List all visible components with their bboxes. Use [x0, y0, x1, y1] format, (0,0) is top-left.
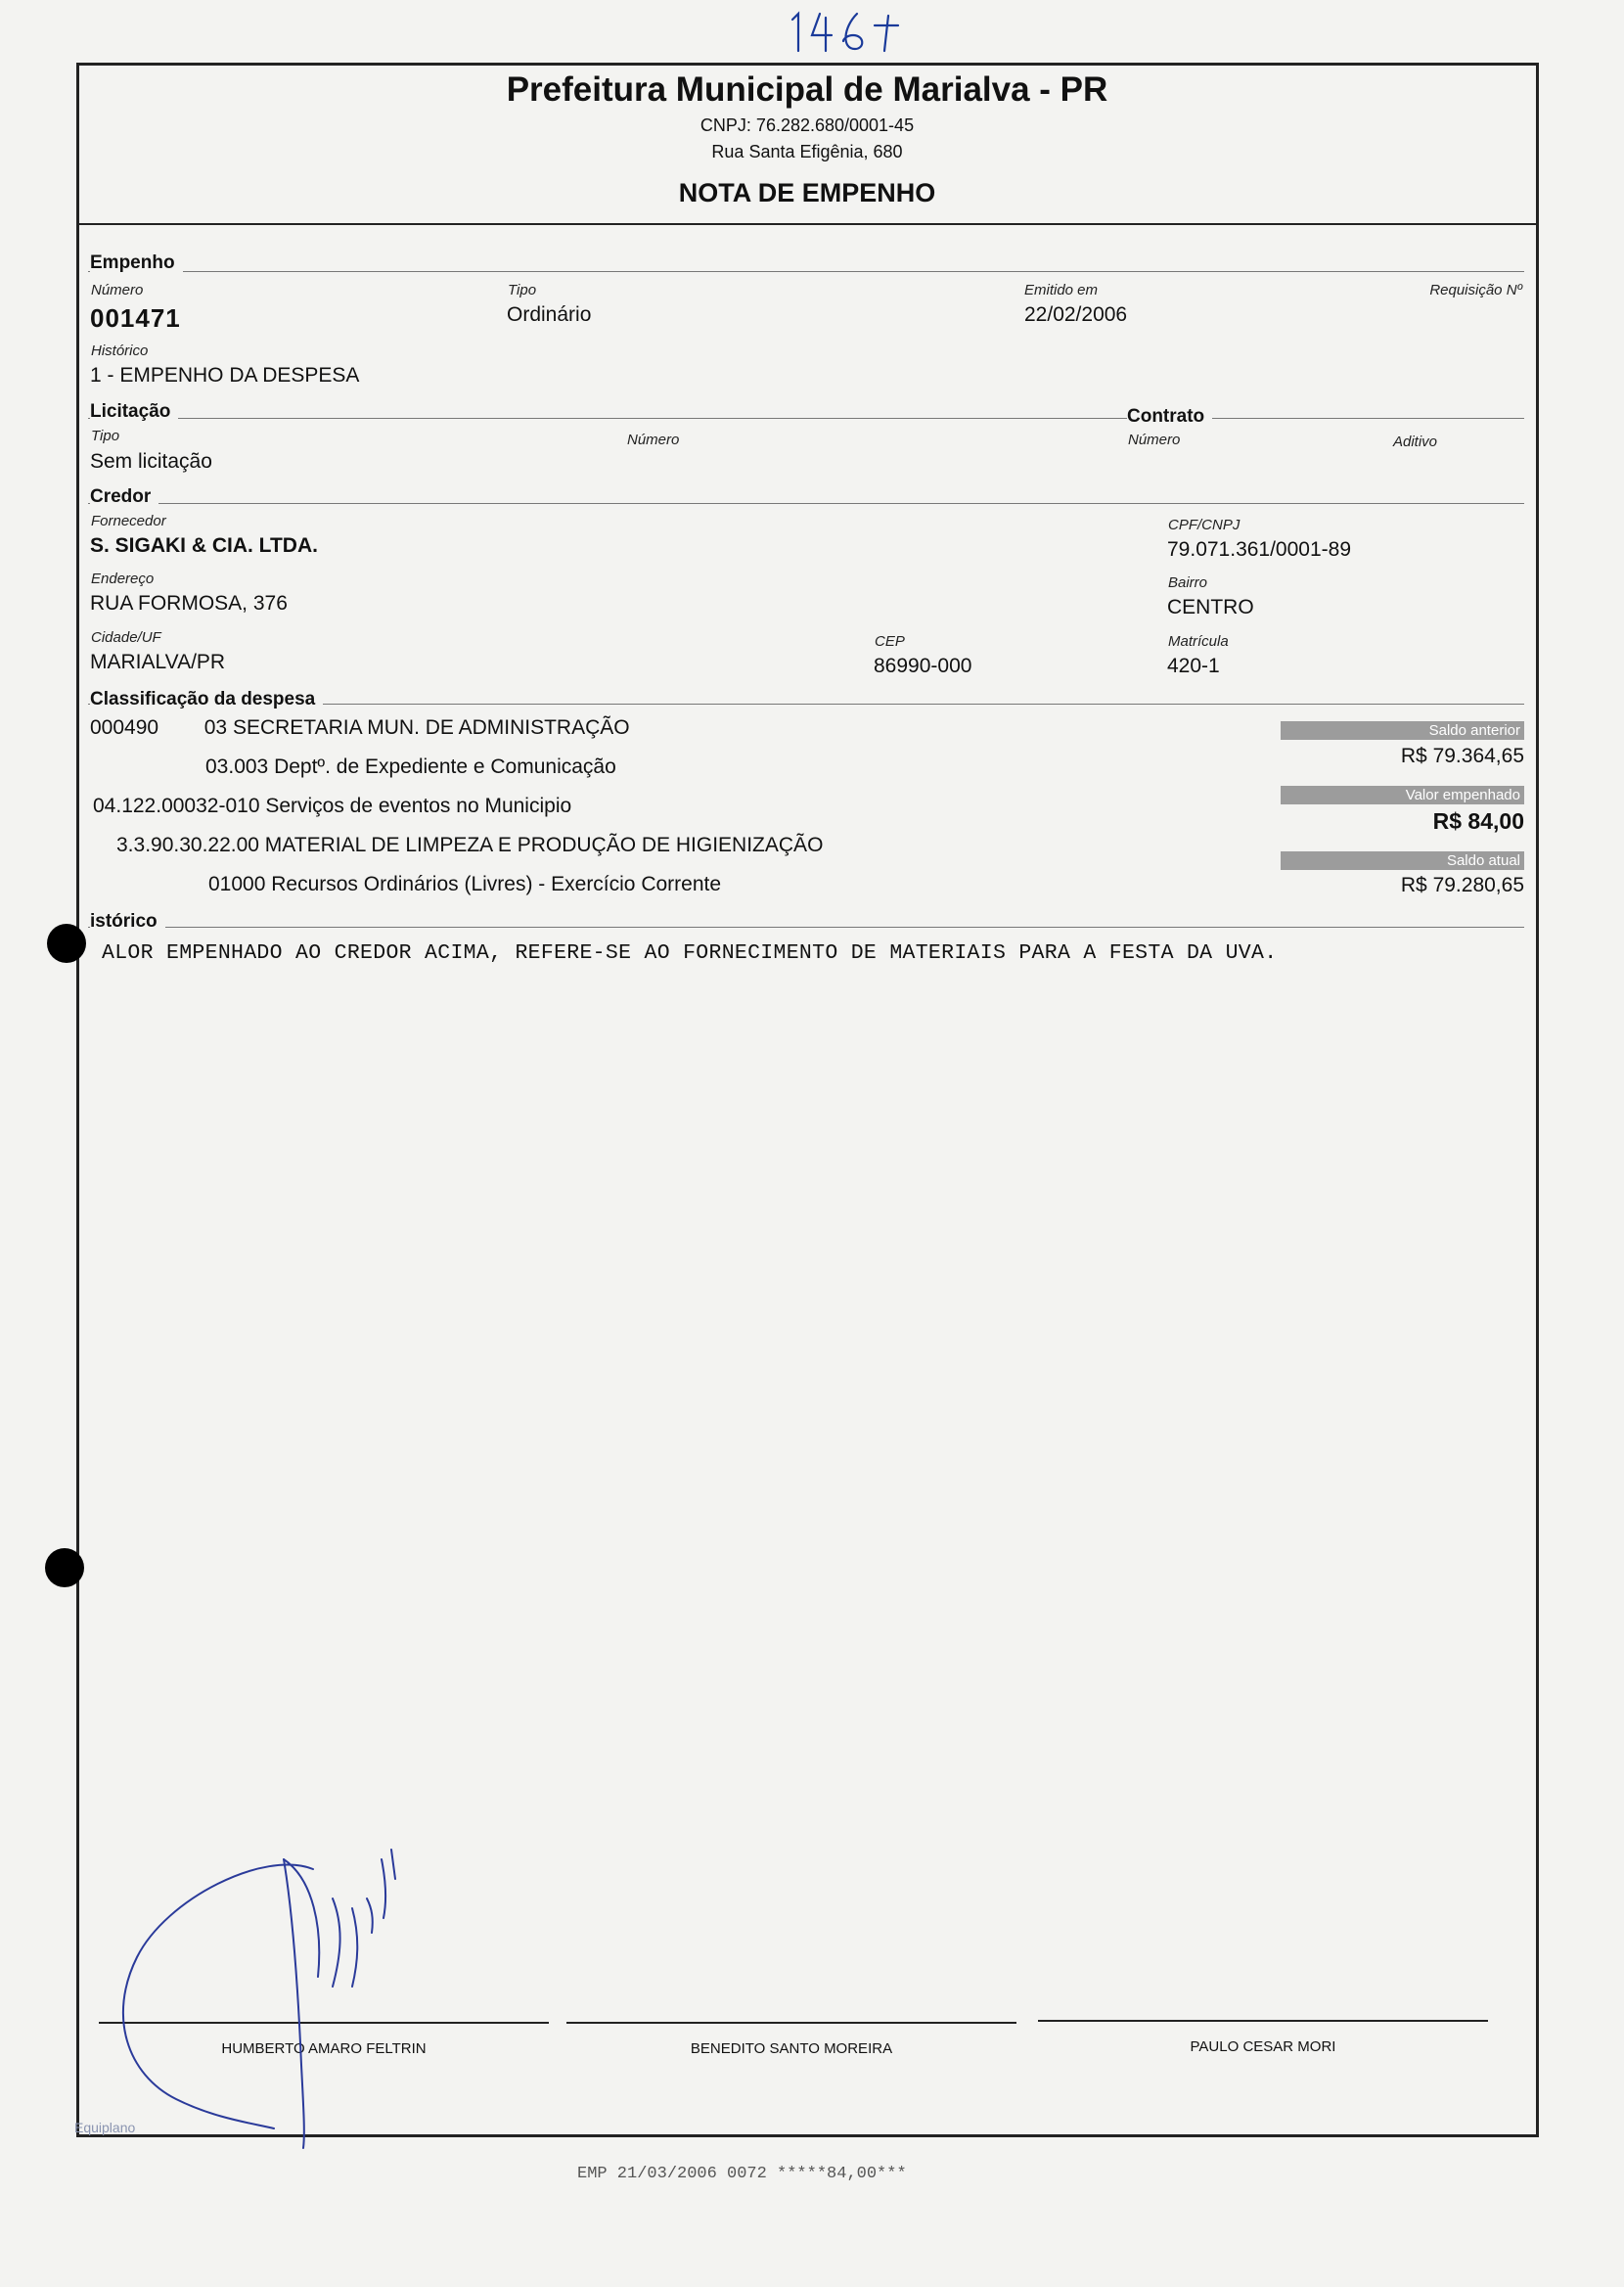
- emitido-label: Emitido em: [1024, 282, 1099, 298]
- cep-label: CEP: [875, 633, 905, 650]
- credor-section-title: Credor: [90, 486, 158, 508]
- licitacao-tipo-label: Tipo: [91, 428, 120, 444]
- tipo-label: Tipo: [508, 282, 537, 298]
- signature-line-2: [566, 2022, 1016, 2024]
- historico-text: ALOR EMPENHADO AO CREDOR ACIMA, REFERE-SE AO FORNECIMENTO DE MATERIAIS PARA A FESTA DA UVA.: [102, 941, 1278, 965]
- cpf-label: CPF/CNPJ: [1168, 517, 1241, 533]
- equiplano-logo: Equiplano: [74, 2120, 136, 2135]
- empenho-numero: 001471: [90, 303, 181, 333]
- saldo-atual-value: R$ 79.280,65: [1400, 874, 1524, 896]
- saldo-anterior-value: R$ 79.364,65: [1400, 745, 1524, 767]
- historico-label: Histórico: [91, 343, 149, 359]
- cep-value: 86990-000: [874, 655, 972, 677]
- empenho-section-title: Empenho: [90, 252, 183, 274]
- signatory-2: BENEDITO SANTO MOREIRA: [690, 2040, 893, 2057]
- empenho-tipo: Ordinário: [507, 303, 592, 326]
- document-title: NOTA DE EMPENHO: [678, 178, 936, 207]
- payment-stamp: EMP 21/03/2006 0072 *****84,00***: [577, 2165, 907, 2183]
- handwritten-number: [773, 6, 929, 55]
- fornecedor-label: Fornecedor: [91, 513, 166, 529]
- emitido-date: 22/02/2006: [1024, 303, 1128, 326]
- signatory-3: PAULO CESAR MORI: [1190, 2038, 1336, 2055]
- address-text: Rua Santa Efigênia, 680: [711, 142, 903, 161]
- cnpj-text: CNPJ: 76.282.680/0001-45: [699, 115, 915, 135]
- bairro-value: CENTRO: [1167, 596, 1254, 618]
- numero-label: Número: [91, 282, 144, 298]
- empenho-rule: [88, 271, 1524, 272]
- classificacao-line-5: 01000 Recursos Ordinários (Livres) - Exercício Corrente: [208, 873, 722, 895]
- cidade-label: Cidade/UF: [91, 629, 161, 646]
- saldo-atual-label: Saldo atual: [1281, 851, 1524, 870]
- classificacao-line-4: 3.3.90.30.22.00 MATERIAL DE LIMPEZA E PRODUÇÃO DE HIGIENIZAÇÃO: [116, 834, 824, 856]
- page-title: Prefeitura Municipal de Marialva - PR: [506, 70, 1108, 109]
- requisicao-label: Requisição Nº: [1429, 282, 1522, 298]
- licitacao-section-title: Licitação: [90, 401, 178, 423]
- valor-empenhado-value: R$ 84,00: [1432, 808, 1524, 834]
- endereco-label: Endereço: [91, 571, 155, 587]
- valor-empenhado-label: Valor empenhado: [1281, 786, 1524, 804]
- handwritten-number-mark: [773, 6, 929, 55]
- credor-rule: [88, 503, 1524, 504]
- historico-rule: [88, 927, 1524, 928]
- cpf-value: 79.071.361/0001-89: [1167, 538, 1352, 561]
- matricula-value: 420-1: [1167, 655, 1220, 677]
- aditivo-label: Aditivo: [1393, 434, 1438, 450]
- classificacao-section-title: Classificação da despesa: [90, 689, 323, 710]
- signatory-1: HUMBERTO AMARO FELTRIN: [221, 2040, 427, 2057]
- historico-section-title: istórico: [90, 911, 165, 933]
- punch-hole-bottom: [45, 1548, 84, 1587]
- classificacao-line-2: 03.003 Deptº. de Expediente e Comunicação: [205, 755, 616, 778]
- empenho-historico: 1 - EMPENHO DA DESPESA: [90, 364, 360, 387]
- endereco-value: RUA FORMOSA, 376: [90, 592, 288, 615]
- matricula-label: Matrícula: [1168, 633, 1229, 650]
- fornecedor-name: S. SIGAKI & CIA. LTDA.: [90, 534, 318, 557]
- contrato-section-title: Contrato: [1127, 406, 1212, 428]
- signature-scribble: [88, 1840, 440, 2153]
- cidade-value: MARIALVA/PR: [90, 651, 226, 673]
- handwritten-signature: [88, 1840, 440, 2153]
- punch-hole-top: [47, 924, 86, 963]
- contrato-numero-label: Número: [1128, 432, 1181, 448]
- saldo-anterior-label: Saldo anterior: [1281, 721, 1524, 740]
- bairro-label: Bairro: [1168, 574, 1208, 591]
- licitacao-rule: [88, 418, 1524, 419]
- signature-line-3: [1038, 2020, 1488, 2022]
- classificacao-line-1: 000490 03 SECRETARIA MUN. DE ADMINISTRAÇÃO: [90, 716, 630, 739]
- header-separator: [76, 223, 1539, 225]
- licitacao-numero-label: Número: [627, 432, 680, 448]
- licitacao-tipo: Sem licitação: [90, 450, 212, 473]
- classificacao-line-3: 04.122.00032-010 Serviços de eventos no Municipio: [93, 795, 572, 817]
